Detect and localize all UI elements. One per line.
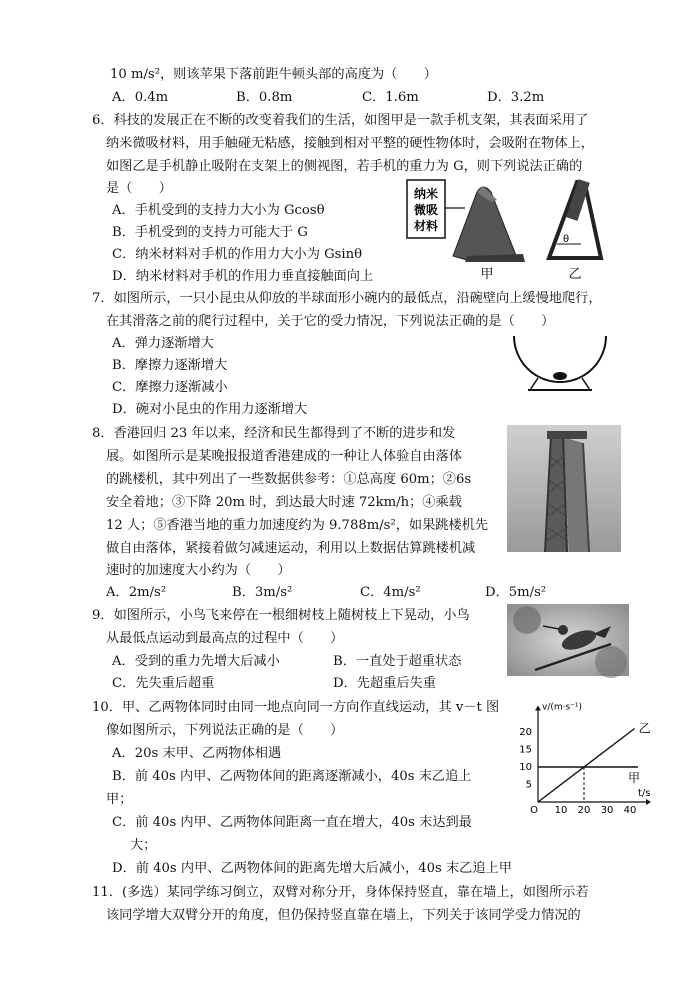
q8-line-7: 速时的加速度大小约为（ ） — [106, 563, 291, 578]
bird-photo — [507, 604, 629, 676]
q10-option-c-cont: 大； — [130, 838, 157, 853]
q7-option-c: C．摩擦力逐渐减小 — [112, 380, 228, 395]
q6-line-4: 是（ ） — [106, 181, 172, 196]
bowl-figure — [508, 330, 612, 394]
phone-stand-figure — [405, 178, 631, 284]
drop-tower-photo — [507, 425, 621, 552]
q6-line-2: 纳米微吸材料，用手触碰无粘感，接触到相对平整的硬性物体时，会吸附在物体上， — [106, 136, 594, 151]
q7-option-a: A．弹力逐渐增大 — [112, 336, 214, 351]
q8-line-5: 12 人；⑤香港当地的重力加速度约为 9.788m/s²，如果跳楼机先 — [106, 518, 489, 533]
q8-option-c: C．4m/s² — [360, 585, 421, 600]
q5-option-b: B．0.8m — [236, 90, 293, 105]
q8-line-3: 的跳楼机，其中列出了一些数据供参考：①总高度 60m；②6s — [106, 472, 472, 487]
y-tick-label: 15 — [519, 744, 532, 756]
q10-option-c: C．前 40s 内甲、乙两物体间距离一直在增大，40s 末达到最 — [112, 815, 472, 830]
q11-line-1: 11．(多选）某同学练习倒立，双臂对称分开，身体保持竖直，靠在墙上，如图所示若 — [92, 885, 589, 900]
q5-option-d: D．3.2m — [487, 90, 545, 105]
q10-option-a: A．20s 末甲、乙两物体相遇 — [112, 746, 282, 761]
q6-line-3: 如图乙是手机静止吸附在支架上的侧视图，若手机的重力为 G，则下列说法正确的 — [106, 159, 583, 174]
q10-option-d: D．前 40s 内甲、乙两物体间的距离先增大后减小，40s 末乙追上甲 — [112, 861, 512, 876]
y-axis-label: v/(m·s⁻¹) — [542, 702, 583, 713]
q9-option-b: B．一直处于超重状态 — [333, 654, 462, 669]
q8-line-2: 展。如图所示是某晚报报道香港建成的一种让人体验自由落体 — [106, 449, 463, 464]
y-tick-label: 20 — [519, 727, 532, 738]
q8-line-4: 安全着地；③下降 20m 时，到达最大时速 72km/h；④乘载 — [106, 495, 462, 510]
q10-line-1: 10．甲、乙两物体同时由同一地点向同一方向作直线运动，其 v－t 图 — [92, 700, 500, 715]
stand-jia-body — [453, 187, 517, 260]
x-axis-label: t/s — [638, 788, 651, 799]
q6-option-d: D．纳米材料对手机的作用力垂直接触面向上 — [112, 269, 374, 284]
x-tick-label: 40 — [623, 805, 637, 816]
q9-option-a: A．受到的重力先增大后减小 — [112, 654, 280, 669]
q5-option-c: C．1.6m — [362, 90, 419, 105]
q7-option-b: B．摩擦力逐渐增大 — [112, 358, 228, 373]
x-tick-label: 30 — [600, 805, 614, 816]
q9-option-d: D．先超重后失重 — [333, 676, 436, 691]
q8-line-6: 做自由落体，紧接着做匀减速运动，利用以上数据估算跳楼机减 — [106, 541, 476, 556]
series-yi-line — [538, 729, 635, 803]
q6-option-c: C．纳米材料对手机的作用力大小为 Gsinθ — [112, 247, 363, 262]
y-axis-arrow — [535, 706, 541, 711]
x-tick-label: O — [530, 805, 538, 816]
q8-line-1: 8．香港回归 23 年以来，经济和民生都得到了不断的进步和发 — [92, 426, 456, 441]
q5-option-a: A．0.4m — [112, 90, 169, 105]
theta-label: θ — [563, 234, 570, 245]
label-yi: 乙 — [568, 267, 582, 282]
q9-line-1: 9．如图所示，小鸟飞来停在一根细树枝上随树枝上下晃动，小鸟 — [92, 608, 470, 623]
q5-text: 10 m/s²，则该苹果下落前距牛顿头部的高度为（ ） — [110, 67, 437, 82]
series-yi-label: 乙 — [638, 721, 651, 736]
q10-option-b-cont: 甲； — [106, 792, 133, 807]
nano-label-line-2: 微吸 — [413, 203, 439, 217]
x-tick-label: 20 — [577, 805, 591, 816]
y-tick-label: 5 — [525, 779, 532, 791]
q6-line-1: 6．科技的发展正在不断的改变着我们的生活，如图甲是一款手机支架，其表面采用了 — [92, 113, 589, 128]
q10-option-b: B．前 40s 内甲、乙两物体间的距离逐渐减小，40s 末乙追上 — [112, 769, 472, 784]
q7-option-d: D．碗对小昆虫的作用力逐渐增大 — [112, 402, 308, 417]
q9-option-c: C．先失重后超重 — [112, 676, 215, 691]
q7-line-2: 在其滑落之前的爬行过程中，关于它的受力情况，下列说法正确的是（ ） — [106, 314, 555, 329]
q6-option-a: A．手机受到的支持力大小为 Gcosθ — [112, 203, 325, 218]
q10-line-2: 像如图所示，下列说法正确的是（ ） — [106, 723, 344, 738]
x-tick-label: 10 — [554, 805, 568, 816]
q8-option-b: B．3m/s² — [232, 585, 293, 600]
nano-label-line-3: 材料 — [413, 219, 439, 233]
nano-label-line-1: 纳米 — [413, 187, 439, 201]
x-axis-arrow — [646, 799, 651, 805]
label-jia: 甲 — [480, 267, 494, 282]
q11-line-2: 该同学增大双臂分开的角度，但仍保持竖直靠在墙上，下列关于该同学受力情况的 — [106, 908, 581, 923]
q7-line-1: 7．如图所示，一只小昆虫从仰放的半球面形小碗内的最低点，沿碗壁向上缓慢地爬行， — [92, 291, 602, 306]
q8-option-a: A．2m/s² — [106, 585, 167, 600]
vt-chart — [510, 690, 651, 818]
q6-option-b: B．手机受到的支持力可能大于 G — [112, 225, 308, 240]
series-jia-label: 甲 — [628, 771, 641, 785]
q8-option-d: D．5m/s² — [485, 585, 547, 600]
insect — [553, 372, 567, 380]
q9-line-2: 从最低点运动到最高点的过程中（ ） — [106, 631, 344, 646]
y-tick-label: 10 — [519, 762, 532, 773]
